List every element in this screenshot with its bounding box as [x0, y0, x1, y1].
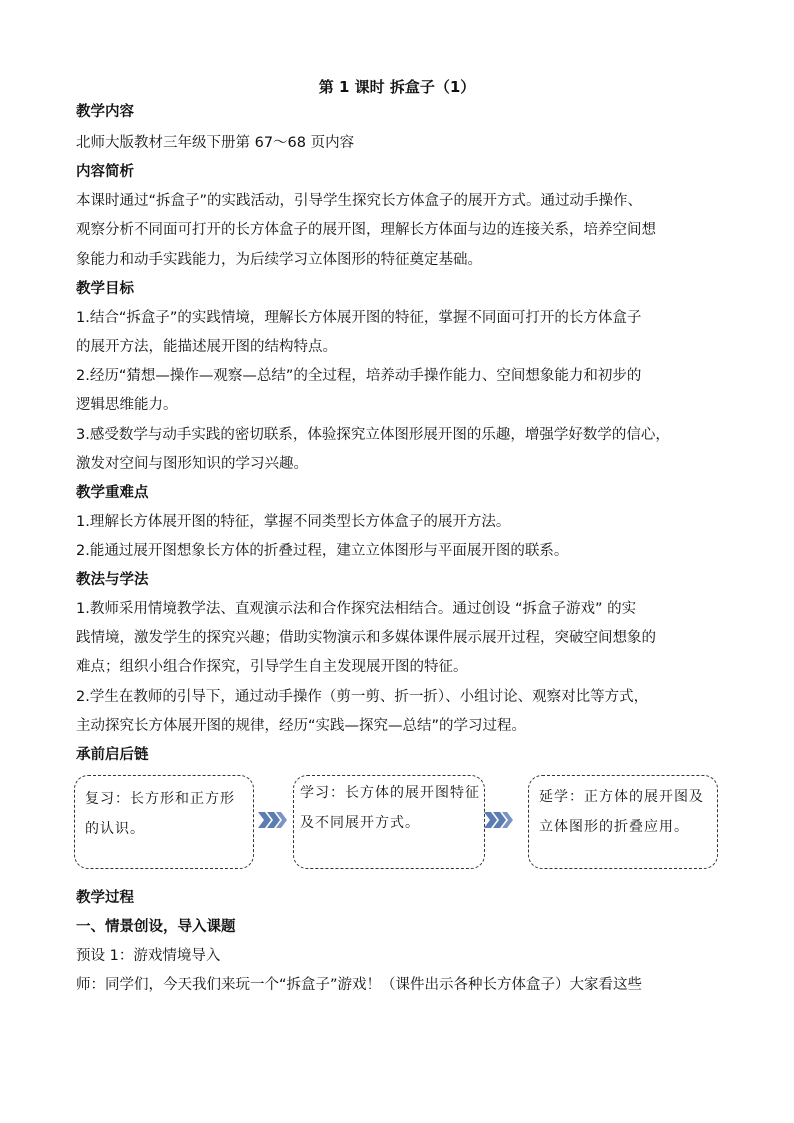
keypoint-line: 2.能通过展开图想象长方体的折叠过程，建立立体图形与平面展开图的联系。 — [76, 543, 569, 559]
process-teacher-line: 师：同学们，今天我们来玩一个“拆盒子”游戏！（课件出示各种长方体盒子）大家看这些 — [76, 977, 643, 993]
method-line: 践情境，激发学生的探究兴趣；借助实物演示和多媒体课件展示展开过程，突破空间想象的 — [76, 630, 656, 646]
goal-line: 2.经历“猜想—操作—观察—总结”的全过程，培养动手操作能力、空间想象能力和初步的 — [76, 368, 642, 384]
goal-line: 逻辑思维能力。 — [76, 397, 178, 413]
heading-summary: 内容简析 — [76, 164, 134, 180]
goal-line: 3.感受数学与动手实践的密切联系，体验探究立体图形展开图的乐趣，增强学好数学的信心， — [76, 427, 670, 443]
heading-process: 教学过程 — [76, 890, 134, 906]
summary-line: 观察分析不同面可打开的长方体盒子的展开图，理解长方体面与边的连接关系，培养空间想 — [76, 222, 656, 238]
content-text: 北师大版教材三年级下册第 67～68 页内容 — [76, 135, 355, 151]
method-line: 主动探究长方体展开图的规律，经历“实践—探究—总结”的学习过程。 — [76, 718, 527, 734]
chain-box-review-text: 复习：长方形和正方形的认识。 — [85, 791, 235, 837]
chevron-right-icon — [258, 811, 288, 829]
method-line: 难点；组织小组合作探究，引导学生自主发现展开图的特征。 — [76, 659, 468, 675]
page-title: 第 1 课时 拆盒子（1） — [318, 78, 476, 96]
goal-line: 的展开方法，能描述展开图的结构特点。 — [76, 339, 337, 355]
heading-methods: 教法与学法 — [76, 572, 149, 588]
method-line: 1.教师采用情境教学法、直观演示法和合作探究法相结合。通过创设 “拆盒子游戏” 的实 — [76, 601, 637, 617]
chain-box-learn-text: 学习：长方体的展开图特征及不同展开方式。 — [300, 785, 480, 831]
heading-keypoints: 教学重难点 — [76, 485, 149, 501]
chain-box-learn — [293, 775, 485, 869]
process-subheading: 一、情景创设，导入课题 — [76, 919, 236, 935]
keypoint-line: 1.理解长方体展开图的特征，掌握不同类型长方体盒子的展开方法。 — [76, 514, 511, 530]
chain-box-extend-text: 延学：正方体的展开图及立体图形的折叠应用。 — [539, 789, 704, 835]
heading-chain: 承前启后链 — [76, 747, 149, 763]
method-line: 2.学生在教师的引导下，通过动手操作（剪一剪、折一折）、小组讨论、观察对比等方式， — [76, 689, 649, 705]
summary-line: 本课时通过“拆盒子”的实践活动，引导学生探究长方体盒子的展开方式。通过动手操作、 — [76, 193, 643, 209]
goal-line: 激发对空间与图形知识的学习兴趣。 — [76, 456, 308, 472]
goal-line: 1.结合“拆盒子”的实践情境，理解长方体展开图的特征，掌握不同面可打开的长方体盒子 — [76, 310, 642, 326]
summary-line: 象能力和动手实践能力，为后续学习立体图形的特征奠定基础。 — [76, 252, 482, 268]
heading-content: 教学内容 — [76, 104, 134, 120]
process-preset: 预设 1：游戏情境导入 — [76, 948, 221, 964]
chain-box-extend — [528, 775, 718, 869]
chain-box-review — [74, 775, 254, 869]
heading-goals: 教学目标 — [76, 281, 134, 297]
chevron-right-icon — [484, 811, 514, 829]
